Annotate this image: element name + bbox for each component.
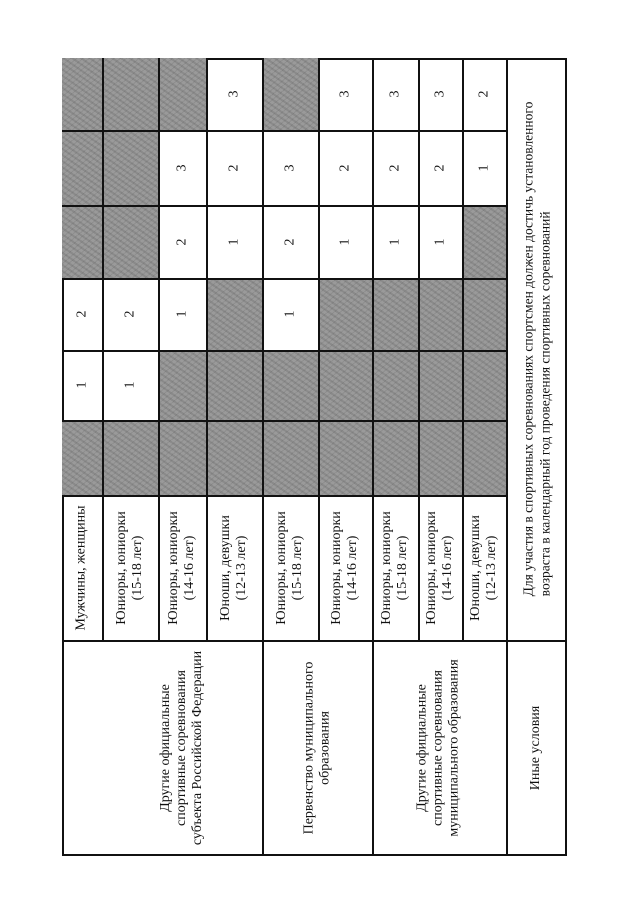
category-cell: Юниоры, юниорки (15-18 лет): [114, 510, 145, 625]
value-cell: 3: [337, 90, 352, 98]
shaded-cell: [62, 58, 102, 278]
value-cell: 2: [387, 164, 402, 171]
value-cell: 1: [476, 164, 491, 171]
category-cell: Юниоры, юниорки (14-16 лет): [329, 510, 360, 625]
value-cell: 1: [174, 310, 189, 318]
category-cell: Юноши, девушки (12-13 лет): [468, 514, 500, 621]
shaded-cell: [62, 420, 102, 495]
value-cell: 1: [122, 381, 137, 389]
grid-line: [62, 420, 506, 422]
value-cell: 1: [226, 238, 241, 245]
shaded-cell: [262, 58, 318, 130]
value-cell: 2: [282, 238, 297, 245]
category-cell: Юниоры, юниорки (15-18 лет): [379, 510, 410, 625]
value-cell: 3: [282, 164, 297, 171]
value-cell: 3: [226, 90, 241, 98]
value-cell: 1: [387, 238, 402, 245]
value-cell: 1: [432, 238, 447, 245]
shaded-cell: [102, 58, 158, 278]
group-label-subject: Другие официальные спортивные соревнования субъекта Российской Федерации: [158, 650, 205, 846]
value-cell: 2: [476, 90, 491, 98]
shaded-cell: [206, 278, 262, 495]
shaded-cell: [102, 420, 158, 495]
other-conditions-label: Иные условия: [528, 705, 544, 791]
category-cell: Юниоры, юниорки (15-18 лет): [274, 510, 305, 625]
value-cell: 3: [174, 164, 189, 171]
category-cell: Юниоры, юниорки (14-16 лет): [424, 510, 455, 625]
shaded-cell: [318, 278, 372, 495]
value-cell: 3: [387, 90, 402, 98]
category-cell: Мужчины, женщины: [74, 504, 90, 631]
group-label-municipal-championship: Первенство муниципального образования: [301, 661, 333, 835]
value-cell: 3: [432, 90, 447, 98]
shaded-cell: [158, 58, 206, 130]
value-cell: 2: [226, 164, 241, 171]
group-label-municipal-other: Другие официальные спортивные соревнования муниципального образования: [415, 659, 463, 837]
value-cell: 2: [337, 164, 352, 171]
shaded-cell: [372, 278, 418, 495]
shaded-cell: [262, 350, 318, 495]
value-cell: 2: [74, 310, 89, 318]
shaded-cell: [158, 350, 206, 495]
category-cell: Юниоры, юниорки (14-16 лет): [166, 510, 197, 625]
value-cell: 2: [122, 310, 137, 318]
shaded-cell: [418, 278, 462, 495]
category-cell: Юноши, девушки (12-13 лет): [218, 514, 250, 621]
value-cell: 1: [337, 238, 352, 245]
value-cell: 2: [432, 164, 447, 171]
other-conditions-text: Для участия в спортивных соревнованиях спортсмен должен достичь установленного возраста в календарный год проведения спортивных соревнований: [520, 101, 553, 597]
value-cell: 2: [174, 238, 189, 245]
value-cell: 1: [282, 310, 297, 318]
value-cell: 1: [74, 381, 89, 389]
